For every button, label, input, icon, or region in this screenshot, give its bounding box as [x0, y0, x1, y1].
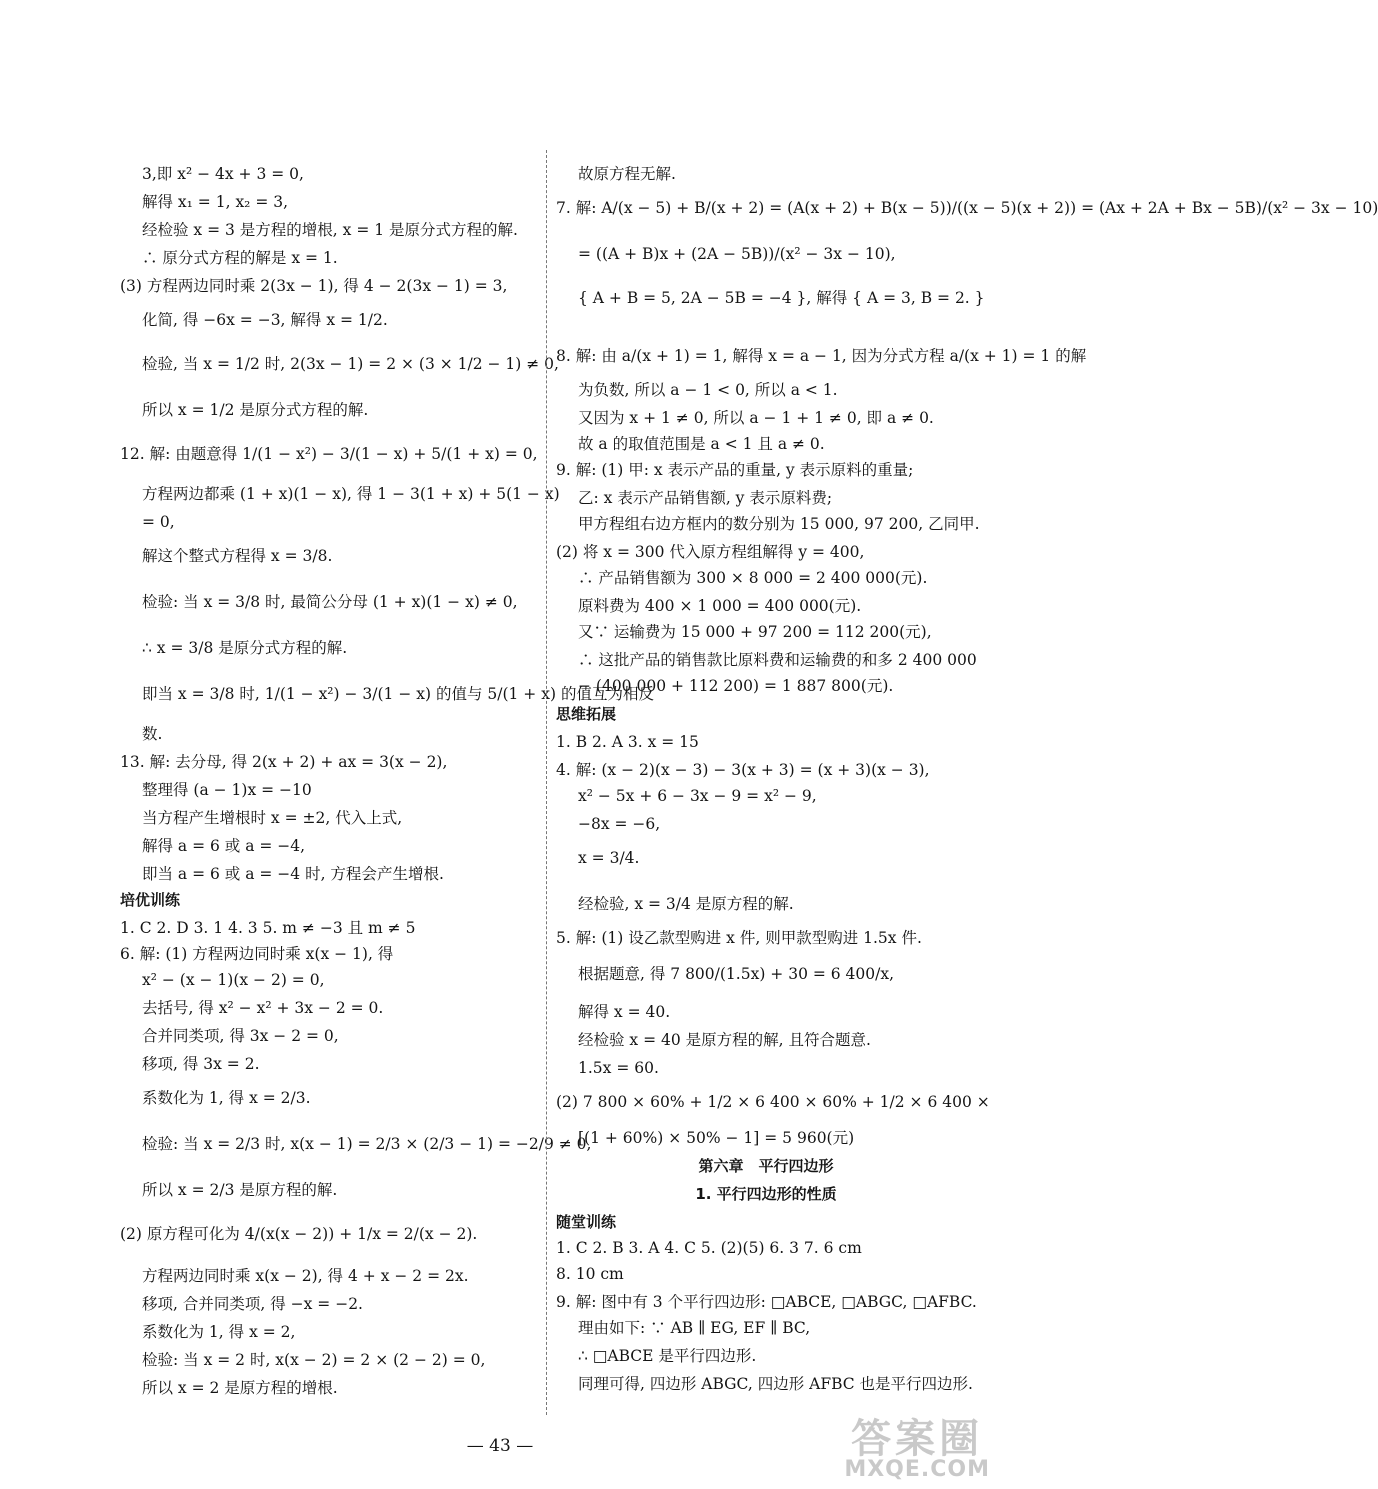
text-line: 移项, 合并同类项, 得 −x = −2. [142, 1295, 363, 1313]
text-line: 合并同类项, 得 3x − 2 = 0, [142, 1027, 339, 1045]
watermark-text: 答案圈 [851, 1416, 984, 1462]
text-line: x² − 5x + 6 − 3x − 9 = x² − 9, [578, 787, 817, 805]
text-line: 9. 解: (1) 甲: x 表示产品的重量, y 表示原料的重量; [556, 461, 914, 479]
section-heading: 培优训练 [120, 891, 181, 909]
text-line: ∴ 这批产品的销售款比原料费和运输费的和多 2 400 000 [578, 651, 977, 669]
text-line: 同理可得, 四边形 ABGC, 四边形 AFBC 也是平行四边形. [578, 1375, 973, 1393]
text-line: 4. 解: (x − 2)(x − 3) − 3(x + 3) = (x + 3)(x − 3), [556, 761, 930, 779]
text-line: 移项, 得 3x = 2. [142, 1055, 260, 1073]
text-line: 所以 x = 1/2 是原分式方程的解. [142, 401, 369, 419]
text-line: −8x = −6, [578, 815, 661, 833]
text-line: − (400 000 + 112 200) = 1 887 800(元). [578, 677, 894, 695]
text-line: 7. 解: A/(x − 5) + B/(x + 2) = (A(x + 2) + B(x − 5))/((x − 5)(x + 2)) = (Ax + 2A + Bx − 5B)/(x² − 3x − 10) [556, 199, 1378, 217]
text-line: 故 a 的取值范围是 a < 1 且 a ≠ 0. [578, 435, 825, 453]
text-line: x² − (x − 1)(x − 2) = 0, [142, 971, 325, 989]
text-line: 化简, 得 −6x = −3, 解得 x = 1/2. [142, 311, 388, 329]
text-line: 所以 x = 2/3 是原方程的解. [142, 1181, 338, 1199]
text-line: 甲方程组右边方框内的数分别为 15 000, 97 200, 乙同甲. [578, 515, 980, 533]
text-line: x = 3/4. [578, 849, 640, 867]
text-line: (2) 原方程可化为 4/(x(x − 2)) + 1/x = 2/(x − 2). [120, 1225, 478, 1243]
text-line: 当方程产生增根时 x = ±2, 代入上式, [142, 809, 403, 827]
text-line: 即当 a = 6 或 a = −4 时, 方程会产生增根. [142, 865, 444, 883]
text-line: = 0, [142, 513, 175, 531]
text-line: 又因为 x + 1 ≠ 0, 所以 a − 1 + 1 ≠ 0, 即 a ≠ 0. [578, 409, 934, 427]
chapter-heading: 第六章 平行四边形 [698, 1157, 834, 1175]
text-line: 数. [142, 725, 163, 743]
text-line: 根据题意, 得 7 800/(1.5x) + 30 = 6 400/x, [578, 965, 895, 983]
text-line: 系数化为 1, 得 x = 2, [142, 1323, 296, 1341]
text-line: 1. C 2. B 3. A 4. C 5. (2)(5) 6. 3 7. 6 cm [556, 1239, 862, 1257]
text-line: 8. 10 cm [556, 1265, 624, 1283]
text-line: 检验: 当 x = 2 时, x(x − 2) = 2 × (2 − 2) = 0, [142, 1351, 486, 1369]
watermark-logo [844, 1416, 990, 1482]
page-number: — 43 — [466, 1436, 534, 1456]
section-heading: 随堂训练 [556, 1213, 617, 1231]
text-line: 1. C 2. D 3. 1 4. 3 5. m ≠ −3 且 m ≠ 5 [120, 919, 416, 937]
text-line: 8. 解: 由 a/(x + 1) = 1, 解得 x = a − 1, 因为分式方程 a/(x + 1) = 1 的解 [556, 347, 1087, 365]
text-line: 检验: 当 x = 2/3 时, x(x − 1) = 2/3 × (2/3 − 1) = −2/9 ≠ 0, [142, 1135, 592, 1153]
text-line: 1. B 2. A 3. x = 15 [556, 733, 699, 751]
text-line: (2) 7 800 × 60% + 1/2 × 6 400 × 60% + 1/2 × 6 400 × [556, 1093, 990, 1111]
text-line: 故原方程无解. [578, 165, 676, 183]
text-line: (2) 将 x = 300 代入原方程组解得 y = 400, [556, 543, 865, 561]
text-line: 解得 x = 40. [578, 1003, 671, 1021]
text-line: 检验, 当 x = 1/2 时, 2(3x − 1) = 2 × (3 × 1/2 − 1) ≠ 0, [142, 355, 559, 373]
text-line: 即当 x = 3/8 时, 1/(1 − x²) − 3/(1 − x) 的值与 5/(1 + x) 的值互为相反 [142, 685, 654, 703]
text-line: 整理得 (a − 1)x = −10 [142, 781, 312, 799]
text-line: 方程两边都乘 (1 + x)(1 − x), 得 1 − 3(1 + x) + 5(1 − x) [142, 485, 560, 503]
text-line: 经检验 x = 3 是方程的增根, x = 1 是原分式方程的解. [142, 221, 518, 239]
text-line: { A + B = 5, 2A − 5B = −4 }, 解得 { A = 3, B = 2. } [578, 289, 985, 307]
text-line: 乙: x 表示产品销售额, y 表示原料费; [578, 489, 833, 507]
text-line: 12. 解: 由题意得 1/(1 − x²) − 3/(1 − x) + 5/(1 + x) = 0, [120, 445, 538, 463]
text-line: ∴ □ABCE 是平行四边形. [578, 1347, 757, 1365]
text-line: (3) 方程两边同时乘 2(3x − 1), 得 4 − 2(3x − 1) = 3, [120, 277, 508, 295]
text-line: 理由如下: ∵ AB ∥ EG, EF ∥ BC, [578, 1319, 811, 1337]
watermark-url: MXQE.COM [844, 1457, 990, 1482]
text-line: ∴ 产品销售额为 300 × 8 000 = 2 400 000(元). [578, 569, 928, 587]
text-line: 经检验, x = 3/4 是原方程的解. [578, 895, 794, 913]
text-line: 检验: 当 x = 3/8 时, 最简公分母 (1 + x)(1 − x) ≠ 0, [142, 593, 518, 611]
text-line: 5. 解: (1) 设乙款型购进 x 件, 则甲款型购进 1.5x 件. [556, 929, 922, 947]
text-line: 原料费为 400 × 1 000 = 400 000(元). [578, 597, 862, 615]
text-line: 解这个整式方程得 x = 3/8. [142, 547, 333, 565]
text-line: = ((A + B)x + (2A − 5B))/(x² − 3x − 10), [578, 245, 896, 263]
text-line: 所以 x = 2 是原方程的增根. [142, 1379, 338, 1397]
text-line: 3,即 x² − 4x + 3 = 0, [142, 165, 304, 183]
text-line: 1.5x = 60. [578, 1059, 659, 1077]
text-line: 系数化为 1, 得 x = 2/3. [142, 1089, 311, 1107]
text-line: 解得 x₁ = 1, x₂ = 3, [142, 193, 289, 211]
text-line: 去括号, 得 x² − x² + 3x − 2 = 0. [142, 999, 384, 1017]
text-line: 解得 a = 6 或 a = −4, [142, 837, 306, 855]
text-line: ∴ x = 3/8 是原分式方程的解. [142, 639, 348, 657]
text-line: 13. 解: 去分母, 得 2(x + 2) + ax = 3(x − 2), [120, 753, 448, 771]
text-line: [(1 + 60%) × 50% − 1] = 5 960(元) [578, 1129, 855, 1147]
text-line: 为负数, 所以 a − 1 < 0, 所以 a < 1. [578, 381, 838, 399]
text-line: 经检验 x = 40 是原方程的解, 且符合题意. [578, 1031, 871, 1049]
section-heading: 思维拓展 [556, 705, 617, 723]
text-line: 又∵ 运输费为 15 000 + 97 200 = 112 200(元), [578, 623, 932, 641]
text-line: 方程两边同时乘 x(x − 2), 得 4 + x − 2 = 2x. [142, 1267, 469, 1285]
column-divider [546, 150, 547, 1415]
text-line: ∴ 原分式方程的解是 x = 1. [142, 249, 338, 267]
text-line: 9. 解: 图中有 3 个平行四边形: □ABCE, □ABGC, □AFBC. [556, 1293, 977, 1311]
text-line: 6. 解: (1) 方程两边同时乘 x(x − 1), 得 [120, 945, 394, 963]
chapter-heading: 1. 平行四边形的性质 [695, 1185, 837, 1203]
